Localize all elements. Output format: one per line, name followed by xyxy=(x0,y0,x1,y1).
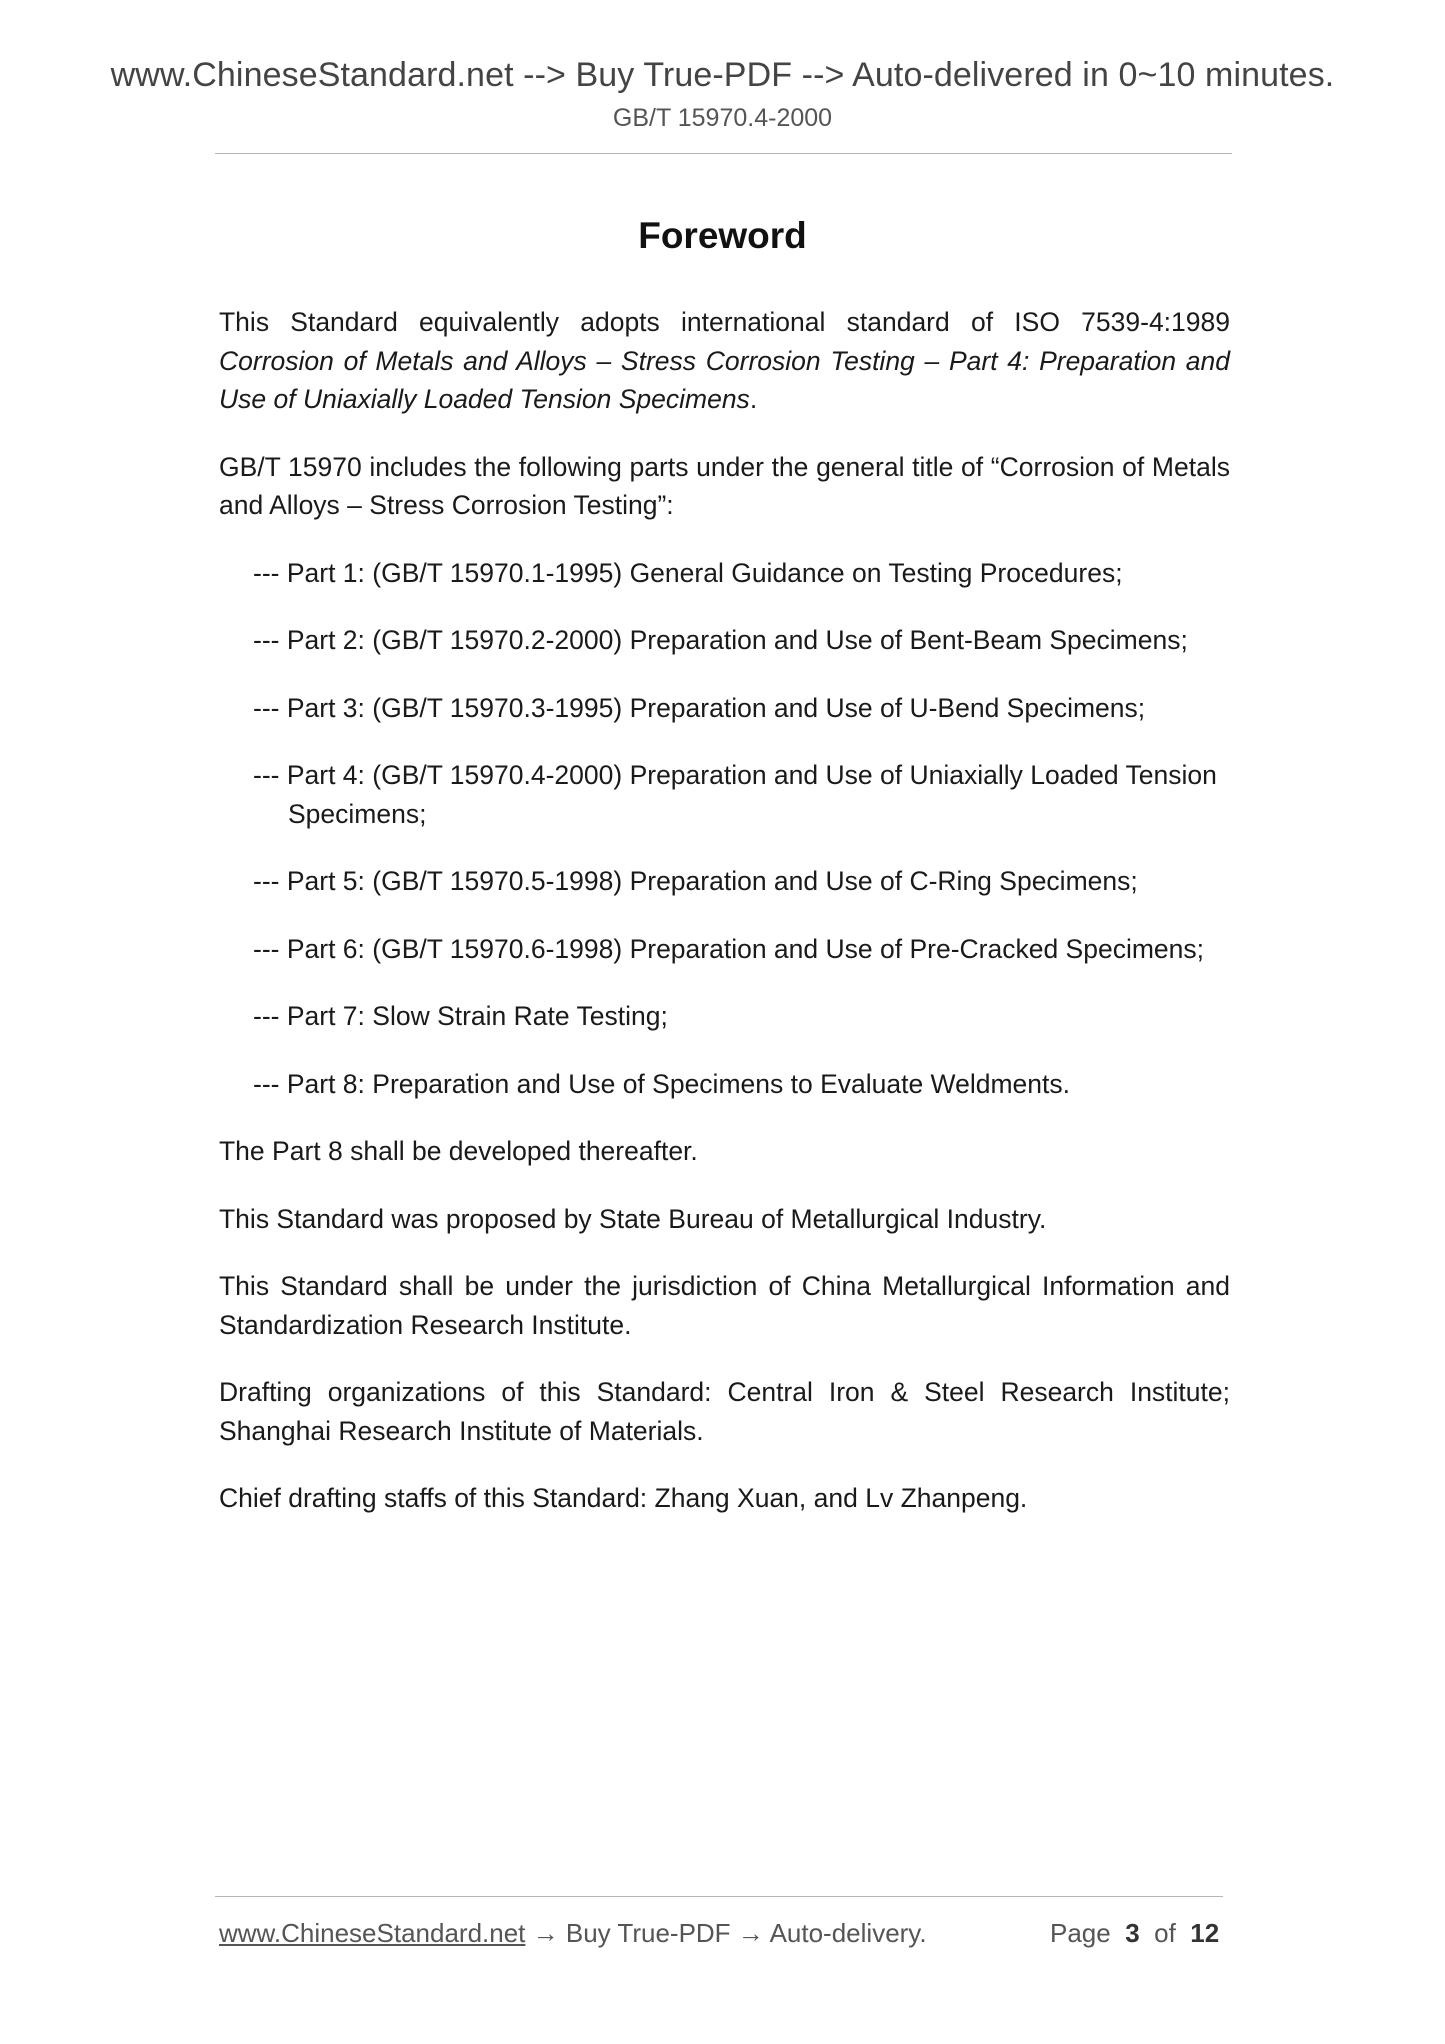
list-item-part-4: --- Part 4: (GB/T 15970.4-2000) Preparation and Use of Uniaxially Loaded Tension Specimens; xyxy=(253,760,1217,829)
page-current: 3 xyxy=(1125,1918,1140,1948)
list-item-part-7: --- Part 7: Slow Strain Rate Testing; xyxy=(253,1001,668,1031)
list-item-part-6: --- Part 6: (GB/T 15970.6-1998) Preparation and Use of Pre-Cracked Specimens; xyxy=(253,933,1205,964)
header-divider xyxy=(215,153,1232,154)
page-label: Page xyxy=(1050,1918,1111,1948)
footer-page-number xyxy=(1050,1918,1219,1949)
footer-left xyxy=(219,1918,927,1949)
footer-divider xyxy=(215,1896,1223,1897)
header-doc-code: GB/T 15970.4-2000 xyxy=(612,104,833,132)
list-item-part-8: --- Part 8: Preparation and Use of Specimens to Evaluate Weldments. xyxy=(253,1068,1070,1099)
jurisdiction-paragraph: This Standard shall be under the jurisdiction of China Metallurgical Information and Standardization Research Institute. xyxy=(219,1271,1230,1340)
header-banner: www.ChineseStandard.net --> Buy True-PDF --> Auto-delivered in 0~10 minutes. xyxy=(110,56,1335,94)
list-item-part-5: --- Part 5: (GB/T 15970.5-1998) Preparation and Use of C-Ring Specimens; xyxy=(253,866,1138,896)
intro-standard-title: Corrosion of Metals and Alloys – Stress Corrosion Testing – Part 4: Preparation and Use of Uniaxially Loaded Tension Specimens xyxy=(219,345,1230,414)
list-item-part-1: --- Part 1: (GB/T 15970.1-1995) General Guidance on Testing Procedures; xyxy=(253,557,1123,588)
intro-end: . xyxy=(749,384,758,414)
page-title: Foreword xyxy=(638,215,807,256)
intro-paragraph xyxy=(219,303,1230,419)
footer-tagline: → Buy True-PDF → Auto-delivery. xyxy=(525,1918,927,1948)
list-item-part-3: --- Part 3: (GB/T 15970.3-1995) Preparation and Use of U-Bend Specimens; xyxy=(253,692,1146,723)
list-item-part-2: --- Part 2: (GB/T 15970.2-2000) Preparation and Use of Bent-Beam Specimens; xyxy=(253,625,1188,655)
drafting-organizations-paragraph: Drafting organizations of this Standard: Central Iron & Steel Research Institute; Shanghai Research Institute of Materials. xyxy=(219,1377,1230,1446)
document-body xyxy=(219,303,1230,1547)
proposed-by-paragraph: This Standard was proposed by State Bureau of Metallurgical Industry. xyxy=(219,1203,1047,1234)
part8-note-paragraph: The Part 8 shall be developed thereafter. xyxy=(219,1136,698,1166)
page-of: of xyxy=(1154,1918,1176,1948)
page-total: 12 xyxy=(1190,1918,1220,1948)
intro-line: This Standard equivalently adopts international standard of ISO 7539-4:1989 xyxy=(219,307,1230,337)
footer-website-link[interactable]: www.ChineseStandard.net xyxy=(219,1918,526,1948)
parts-intro-paragraph: GB/T 15970 includes the following parts under the general title of “Corrosion of Metals and Alloys – Stress Corrosion Testing”: xyxy=(219,451,1230,520)
chief-drafting-staff-paragraph: Chief drafting staffs of this Standard: Zhang Xuan, and Lv Zhanpeng. xyxy=(219,1483,1028,1513)
